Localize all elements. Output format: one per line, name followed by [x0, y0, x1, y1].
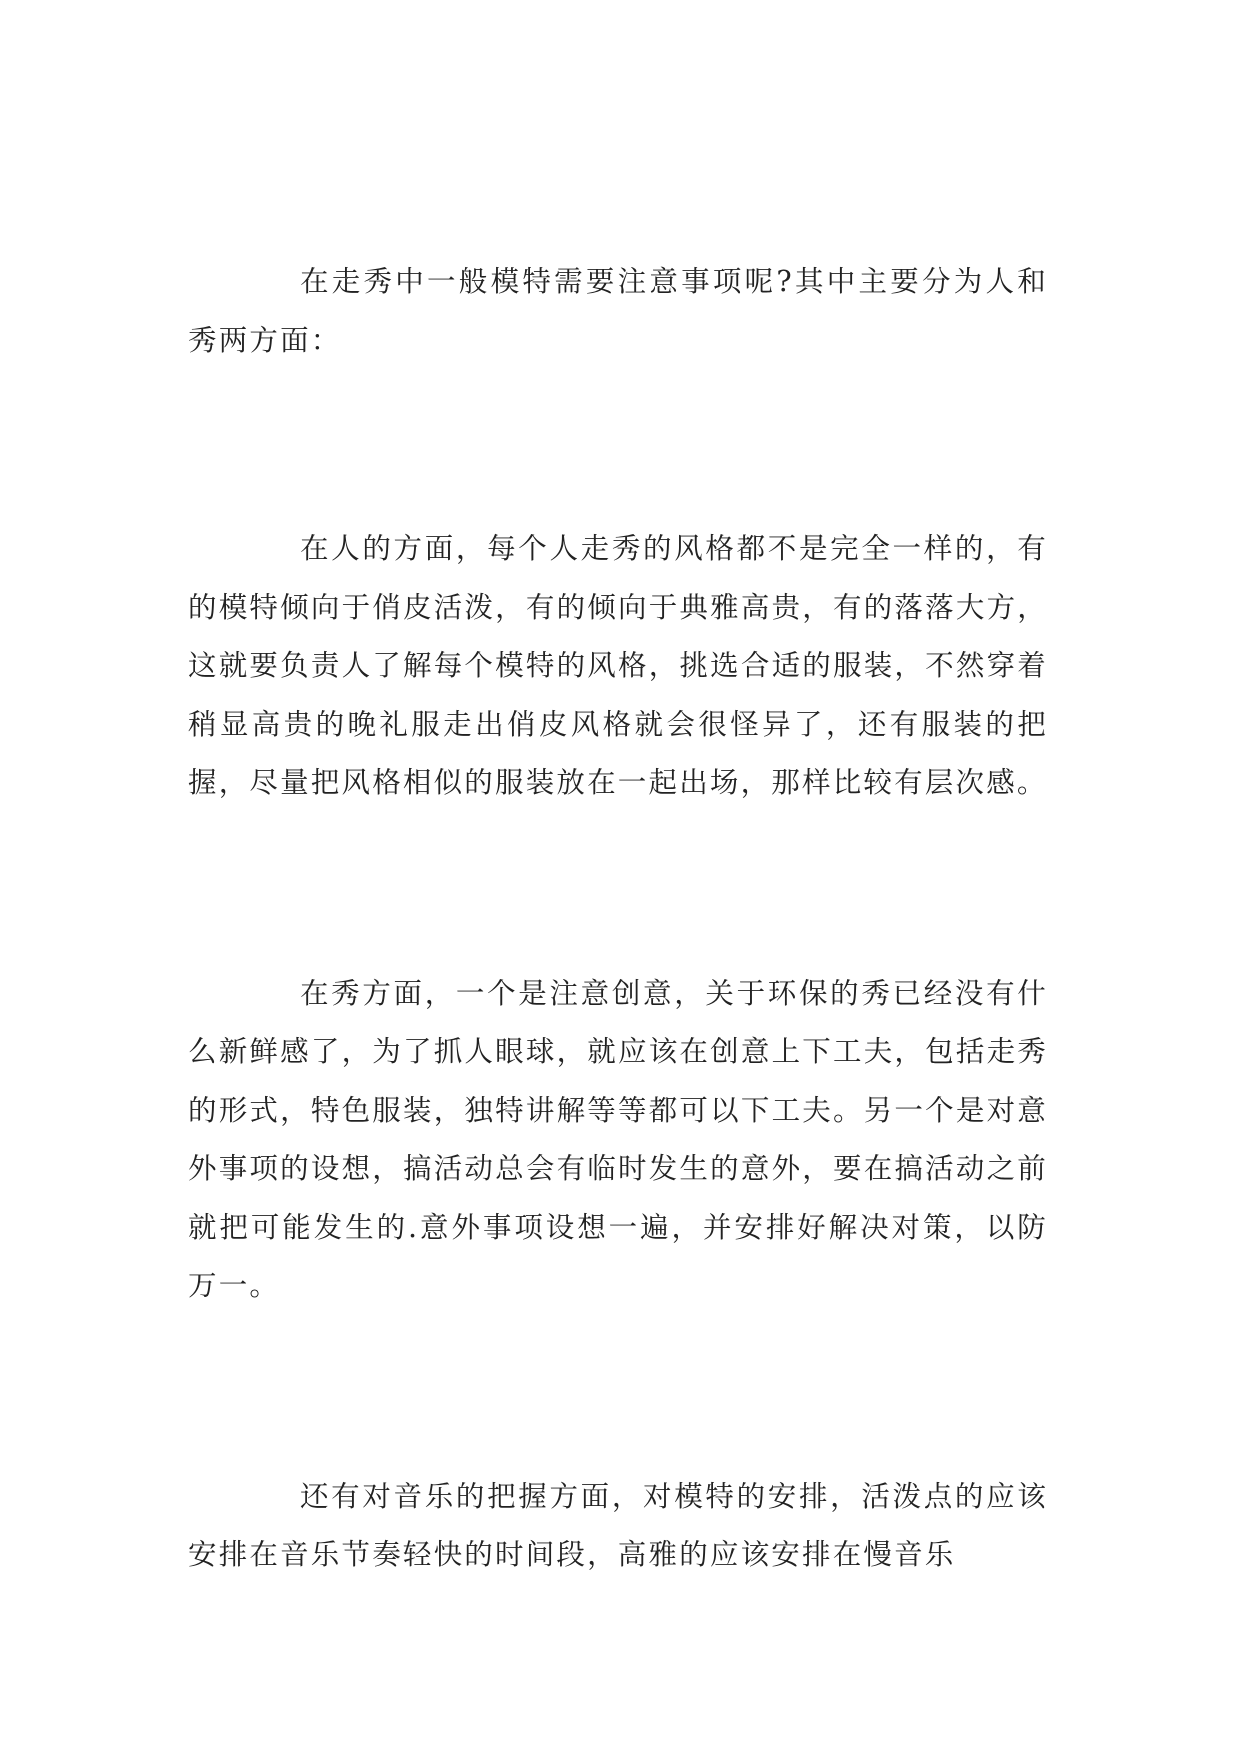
paragraph-show: 在秀方面，一个是注意创意，关于环保的秀已经没有什么新鲜感了，为了抓人眼球，就应该在创意上下工夫，包括走秀的形式，特色服装，独特讲解等等都可以下工夫。另一个是对意外事项的设想，搞活动总会有临时发生的意外，要在搞活动之前就把可能发生的.意外事项设想一遍，并安排好解决对策，以防万一。 — [188, 976, 1048, 1302]
paragraph-people: 在人的方面，每个人走秀的风格都不是完全一样的，有的模特倾向于俏皮活泼，有的倾向于典雅高贵，有的落落大方，这就要负责人了解每个模特的风格，挑选合适的服装，不然穿着稍显高贵的晚礼服走出俏皮风格就会很怪异了，还有服装的把握，尽量把风格相似的服装放在一起出场，那样比较有层次感。 — [188, 532, 1048, 799]
paragraph-music: 还有对音乐的把握方面，对模特的安排，活泼点的应该安排在音乐节奏轻快的时间段，高雅的应该安排在慢音乐 — [188, 1479, 1048, 1571]
document-body — [188, 253, 1048, 1585]
paragraph-intro: 在走秀中一般模特需要注意事项呢?其中主要分为人和秀两方面： — [188, 265, 1048, 357]
